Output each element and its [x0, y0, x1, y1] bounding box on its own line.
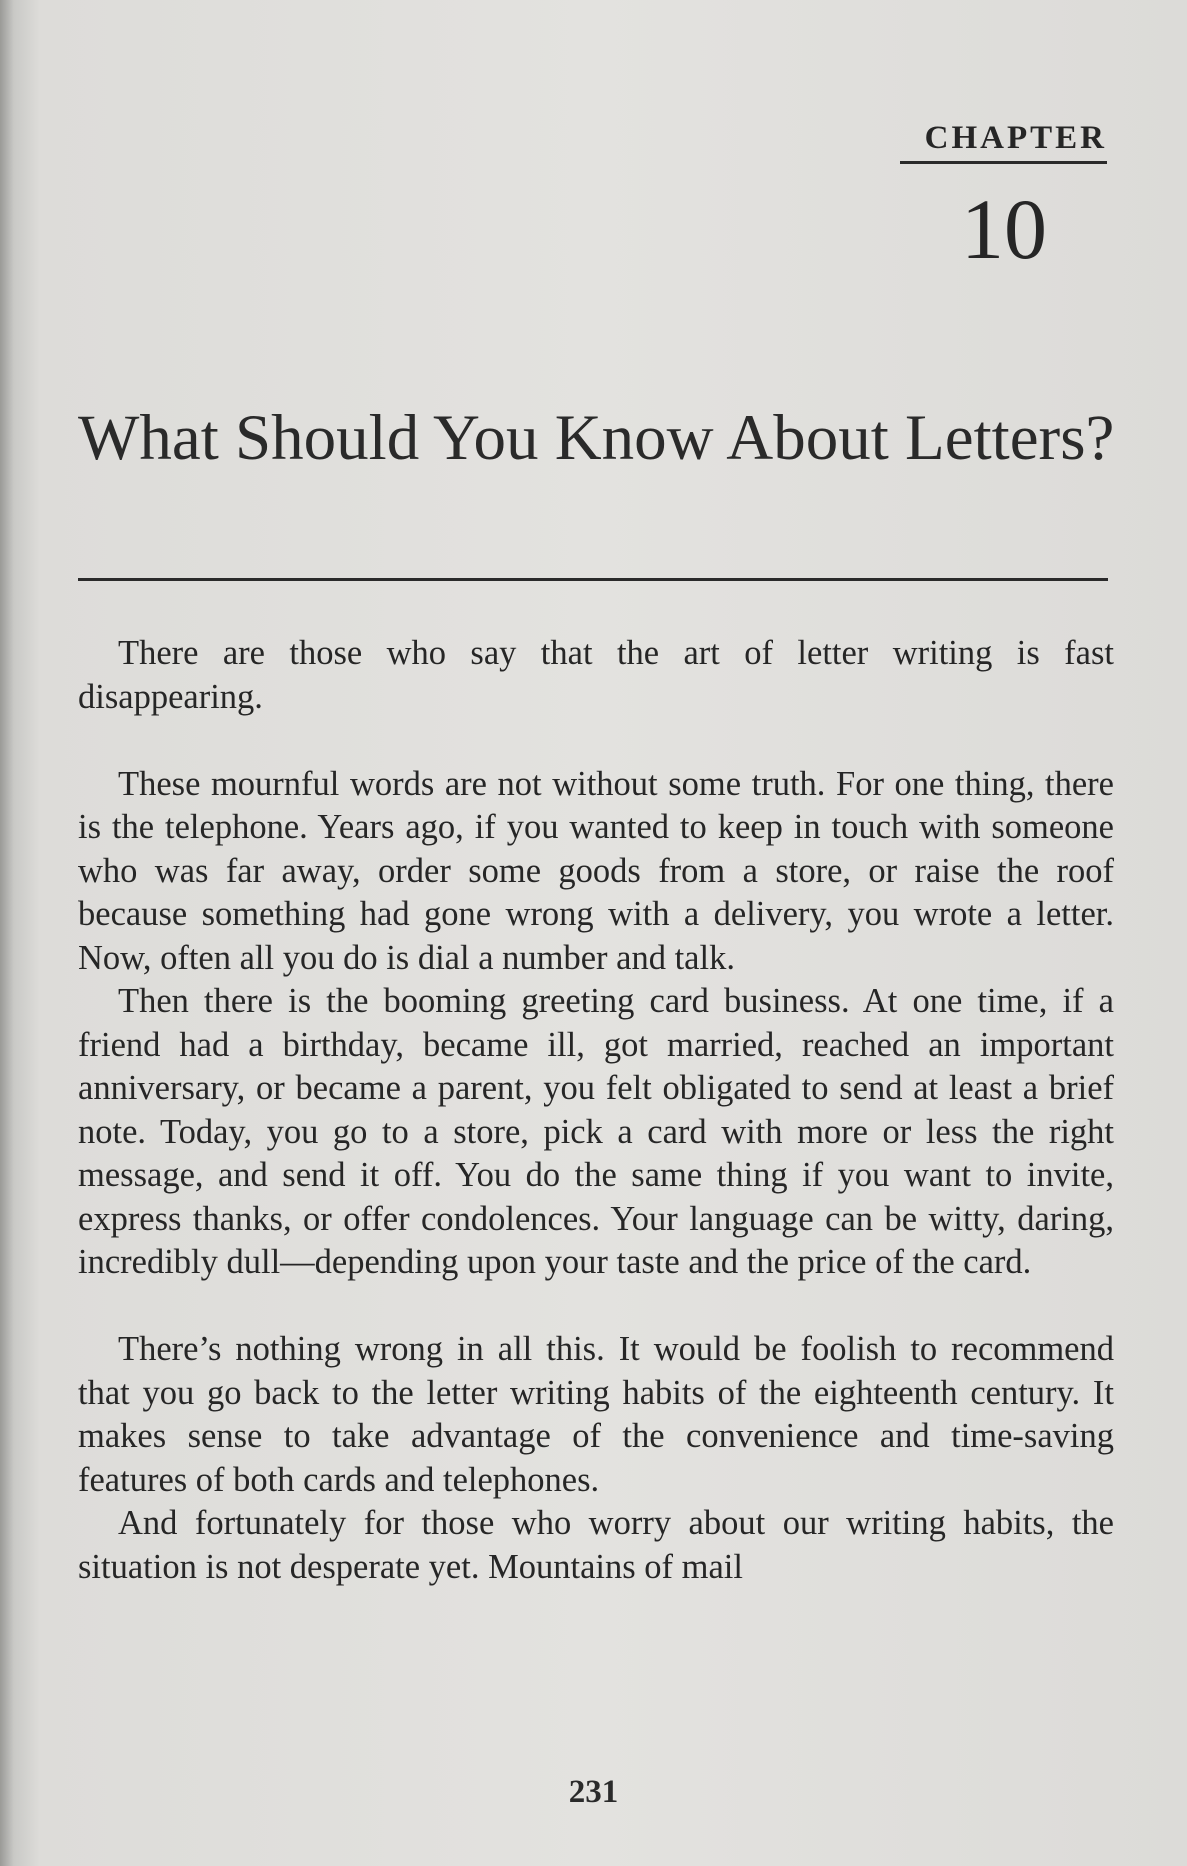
paragraph-5: And fortunately for those who worry about our writing habits, the situation is not desperate yet. Mountains of mail	[78, 1504, 1114, 1586]
paragraph-4: There’s nothing wrong in all this. It would be foolish to recommend that you go back to the letter writing habits of the eighteenth century. It makes sense to take advantage of the convenience and time-saving features of both cards and telephones.	[78, 1330, 1114, 1499]
paragraph-3: Then there is the booming greeting card business. At one time, if a friend had a birthday, became ill, got married, reached an important anniversary, or became a parent, you felt obligated to send at least a brief note. Today, you go to a store, pick a card with more or less the right message, and send it off. You do the same thing if you want to invite, express thanks, or offer condolences. Your language can be witty, daring, incredibly dull—depending upon your taste and the price of the card.	[78, 982, 1114, 1281]
title-divider	[78, 578, 1108, 581]
body-text	[78, 632, 1114, 1589]
chapter-number: 10	[961, 181, 1047, 277]
chapter-heading	[900, 120, 1107, 277]
chapter-label: CHAPTER	[900, 122, 1107, 164]
paragraph-1: There are those who say that the art of letter writing is fast disappearing.	[78, 634, 1114, 716]
page-number: 231	[568, 1774, 619, 1810]
paragraph-2: These mournful words are not without some truth. For one thing, there is the telephone. Years ago, if you wanted to keep in touch with someone who was far away, order some goods from a store, or raise the roof because something had gone wrong with a delivery, you wrote a letter. Now, often all you do is dial a number and talk.	[78, 764, 1114, 977]
chapter-title: What Should You Know About Letters?	[78, 402, 1115, 474]
